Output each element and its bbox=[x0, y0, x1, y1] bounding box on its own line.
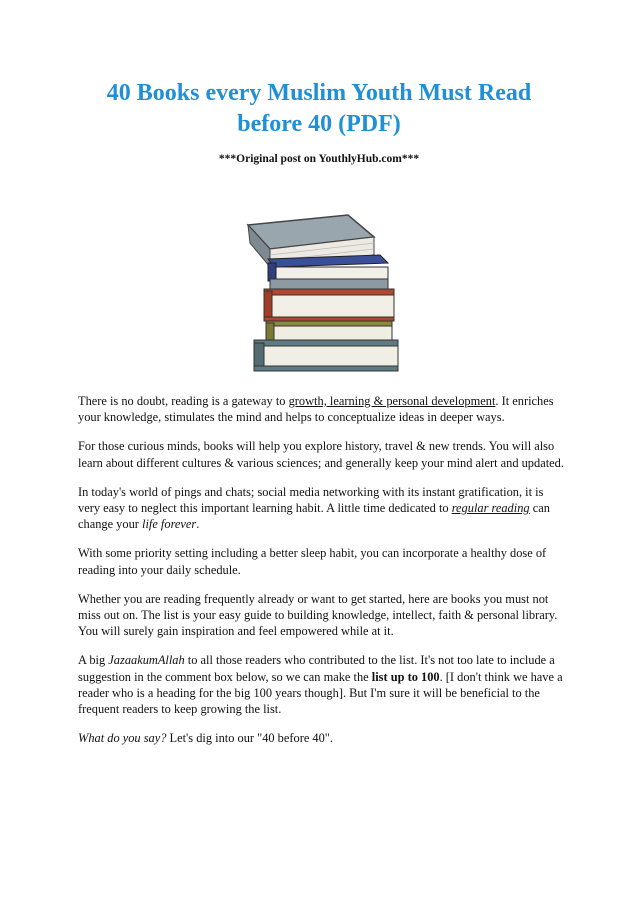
paragraph-thanks: A big JazaakumAllah to all those readers who contributed to the list. It's not too late to include a suggestion in the comment box below, so we can make the list up to 100. [I don't think we have a reader who is a heading for the big 100 years though]. But I'm sure it will be beneficial to the frequent readers to keep growing the list. bbox=[78, 653, 563, 717]
book-red bbox=[264, 289, 394, 321]
paragraph-priority: With some priority setting including a better sleep habit, you can incorporate a healthy dose of reading into your daily schedule. bbox=[78, 546, 547, 577]
list-up-to-100-emphasis: list up to 100 bbox=[371, 669, 440, 684]
title-line-2: before 40 (PDF) bbox=[237, 111, 401, 137]
paragraph-intro: There is no doubt, reading is a gateway to growth, learning & personal development. It enriches your knowledge, stimulates the mind and helps to conceptualize ideas in deeper ways. bbox=[78, 394, 554, 425]
paragraph-closing: What do you say? Let's dig into our "40 before 40". bbox=[78, 731, 333, 746]
book-olive bbox=[266, 321, 392, 341]
life-forever-emphasis: life forever bbox=[142, 517, 197, 532]
page-title bbox=[60, 78, 578, 140]
regular-reading-link[interactable]: regular reading bbox=[451, 501, 530, 516]
what-do-you-say-emphasis: What do you say? bbox=[78, 731, 167, 746]
article-body bbox=[78, 393, 566, 759]
source-note: ***Original post on YouthlyHub.com*** bbox=[218, 153, 420, 165]
title-line-1: 40 Books every Muslim Youth Must Read bbox=[106, 80, 532, 106]
book-grey bbox=[270, 279, 388, 289]
growth-link[interactable]: growth, learning & personal development bbox=[288, 394, 496, 408]
stack-of-books-icon bbox=[240, 213, 400, 375]
book-blue bbox=[268, 255, 388, 281]
paragraph-must-read: Whether you are reading frequently already or want to get started, here are books you must not miss out on. The list is your easy guide to building knowledge, intellect, faith & personal library. You will surely gain inspiration and feel empowered while at it. bbox=[78, 591, 558, 639]
book-teal-bottom bbox=[254, 340, 398, 371]
paragraph-todays-world: In today's world of pings and chats; social media networking with its instant gratification, it is very easy to neglect this important learning habit. A little time dedicated to regular reading can change your life forever. bbox=[78, 484, 550, 532]
jazaakumallah-emphasis: JazaakumAllah bbox=[108, 653, 185, 668]
paragraph-curious-minds: For those curious minds, books will help you explore history, travel & new trends. You will also learn about different cultures & various sciences; and generally keep your mind alert and updated. bbox=[78, 439, 564, 470]
